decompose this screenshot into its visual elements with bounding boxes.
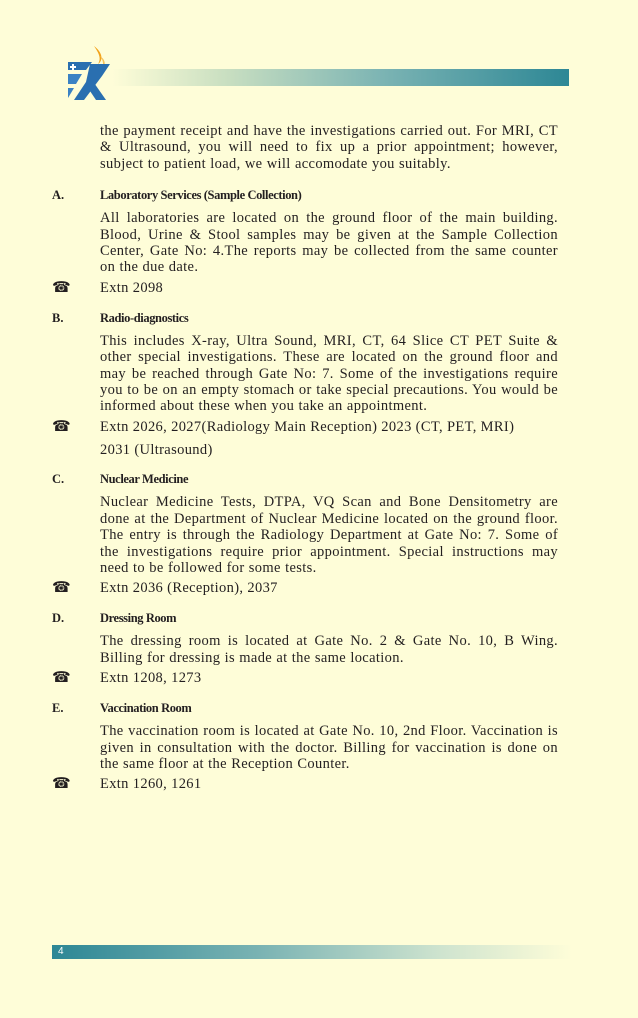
section-radio-diagnostics [52, 311, 562, 458]
intro-paragraph: the payment receipt and have the investigations carried out. For MRI, CT & Ultrasound, you will need to fix up a prior appointment; however, subject to patient load, we will accomodate you suitably. [100, 123, 558, 172]
section-body: This includes X-ray, Ultra Sound, MRI, CT, 64 Slice CT PET Suite & other special investigations. These are located on the ground floor and may be reached through Gate No: 7. Some of the investigations require you to be on an empty stomach or take special precautions. You would be informed about these when you take an appointment. [100, 332, 558, 415]
header-band [112, 69, 569, 86]
section-title: Radio-diagnostics [100, 310, 189, 325]
footer-band [52, 945, 572, 959]
extension-number: Extn 1208, 1273 [100, 670, 202, 687]
section-letter: E. [52, 701, 64, 716]
telephone-icon: ☎ [52, 670, 71, 687]
section-nuclear-medicine [52, 472, 562, 597]
section-letter: C. [52, 472, 65, 487]
section-body: All laboratories are located on the ground floor of the main building. Blood, Urine & Stool samples may be given at the Sample Collection Center, Gate No: 4.The reports may be collected from the same counter on the due date. [100, 210, 558, 276]
telephone-icon: ☎ [52, 418, 71, 435]
hospital-logo [62, 42, 114, 102]
extension-number: Extn 2036 (Reception), 2037 [100, 580, 278, 597]
extension-number: Extn 1260, 1261 [100, 776, 202, 793]
section-dressing-room [52, 611, 562, 687]
page-number: 4 [58, 946, 64, 957]
telephone-icon: ☎ [52, 776, 71, 793]
section-letter: A. [52, 188, 65, 203]
telephone-icon: ☎ [52, 580, 71, 597]
extension-number: Extn 2026, 2027(Radiology Main Reception) 2023 (CT, PET, MRI) [100, 418, 515, 435]
section-laboratory-services [52, 188, 562, 297]
page-content [52, 123, 562, 793]
section-letter: D. [52, 611, 65, 626]
section-body: Nuclear Medicine Tests, DTPA, VQ Scan and Bone Densitometry are done at the Department of Nuclear Medicine located on the ground floor. The entry is through the Radiology Department at Gate No: 7. Some of the investigations require prior appointment. Special instructions may need to be followed for some tests. [100, 494, 558, 576]
section-letter: B. [52, 310, 64, 325]
telephone-icon: ☎ [52, 279, 71, 296]
section-title: Dressing Room [100, 611, 177, 626]
section-body: The vaccination room is located at Gate No. 10, 2nd Floor. Vaccination is given in consultation with the doctor. Billing for vaccination is done on the same floor at the Reception Counter. [100, 723, 558, 772]
extension-number-extra: 2031 (Ultrasound) [100, 441, 213, 458]
section-title: Vaccination Room [100, 701, 192, 716]
section-title: Laboratory Services (Sample Collection) [100, 188, 302, 203]
section-vaccination-room [52, 701, 562, 793]
extension-number: Extn 2098 [100, 279, 164, 296]
section-body: The dressing room is located at Gate No. 2 & Gate No. 10, B Wing. Billing for dressing is made at the same location. [100, 633, 558, 666]
section-title: Nuclear Medicine [100, 472, 189, 487]
